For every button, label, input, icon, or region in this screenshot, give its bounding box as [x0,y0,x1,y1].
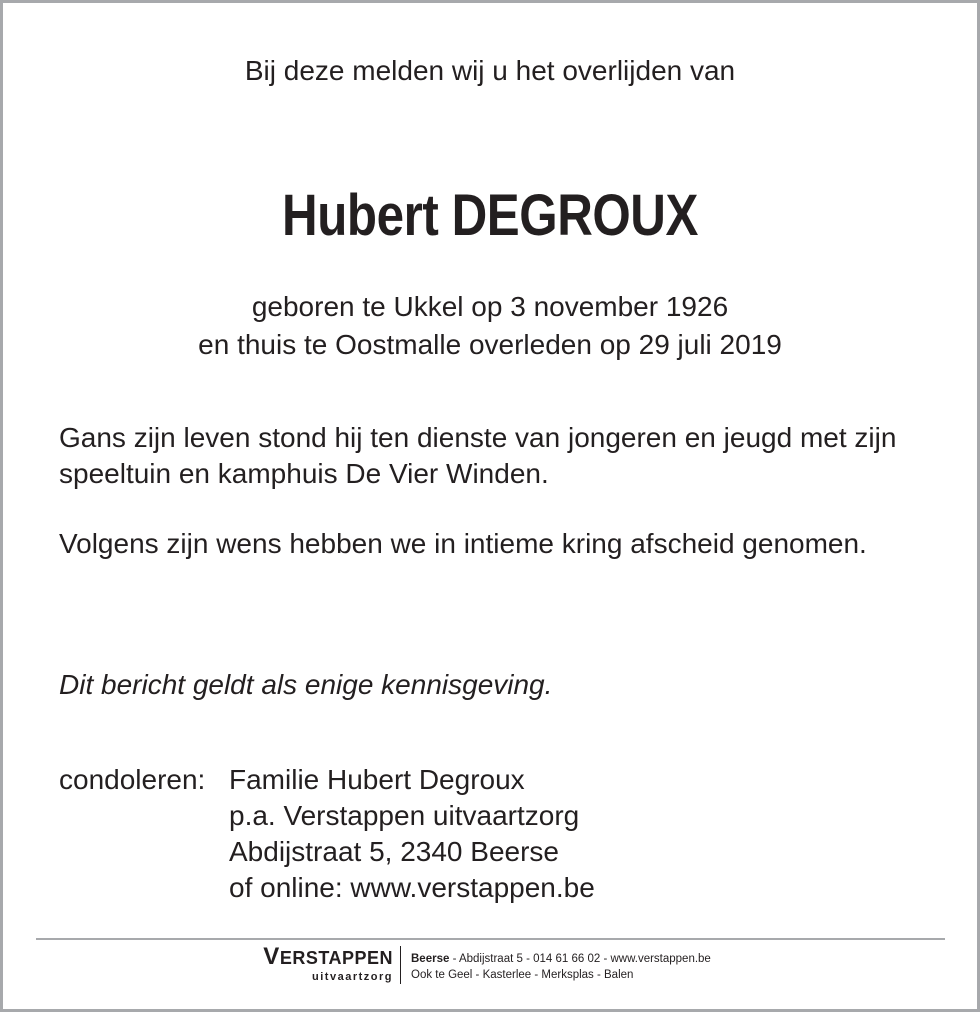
logo-wordmark: VERSTAPPEN [263,943,393,970]
condolences-row [59,834,595,870]
footer-divider-line [36,938,945,940]
footer-branch: Beerse [411,953,450,965]
condolences-address: Abdijstraat 5, 2340 Beerse [229,836,559,867]
notice-text: Dit bericht geldt als enige kennisgeving. [59,669,553,700]
condolences-block [59,762,595,906]
condolences-row [59,870,595,906]
condolences-family: Familie Hubert Degroux [229,764,525,795]
life-dates [0,288,980,364]
condolences-row [59,798,595,834]
farewell-paragraph: Volgens zijn wens hebben we in intieme kring afscheid genomen. [59,528,867,559]
condolences-row [59,762,595,798]
birth-line: geboren te Ukkel op 3 november 1926 [251,291,729,322]
condolences-care-of: p.a. Verstappen uitvaartzorg [229,800,580,831]
footer-address-line: Beerse - Abdijstraat 5 - 014 61 66 02 - www.verstappen.be [411,953,711,965]
logo-separator [400,946,401,984]
verstappen-logo [238,943,393,984]
death-line: en thuis te Oostmalle overleden op 29 juli 2019 [198,329,782,360]
condolences-label: condoleren: [59,764,206,795]
footer-contact [411,951,711,983]
intro-text: Bij deze melden wij u het overlijden van [244,55,736,86]
biography-paragraph: Gans zijn leven stond hij ten dienste van jongeren en jeugd met zijn speeltuin en kamphuis De Vier Winden. [59,422,897,489]
footer-locations-line: Ook te Geel - Kasterlee - Merksplas - Balen [411,969,634,981]
logo-subtitle: uitvaartzorg [312,971,393,983]
condolences-online: of online: www.verstappen.be [229,872,595,903]
deceased-name: Hubert DEGROUX [282,183,698,248]
